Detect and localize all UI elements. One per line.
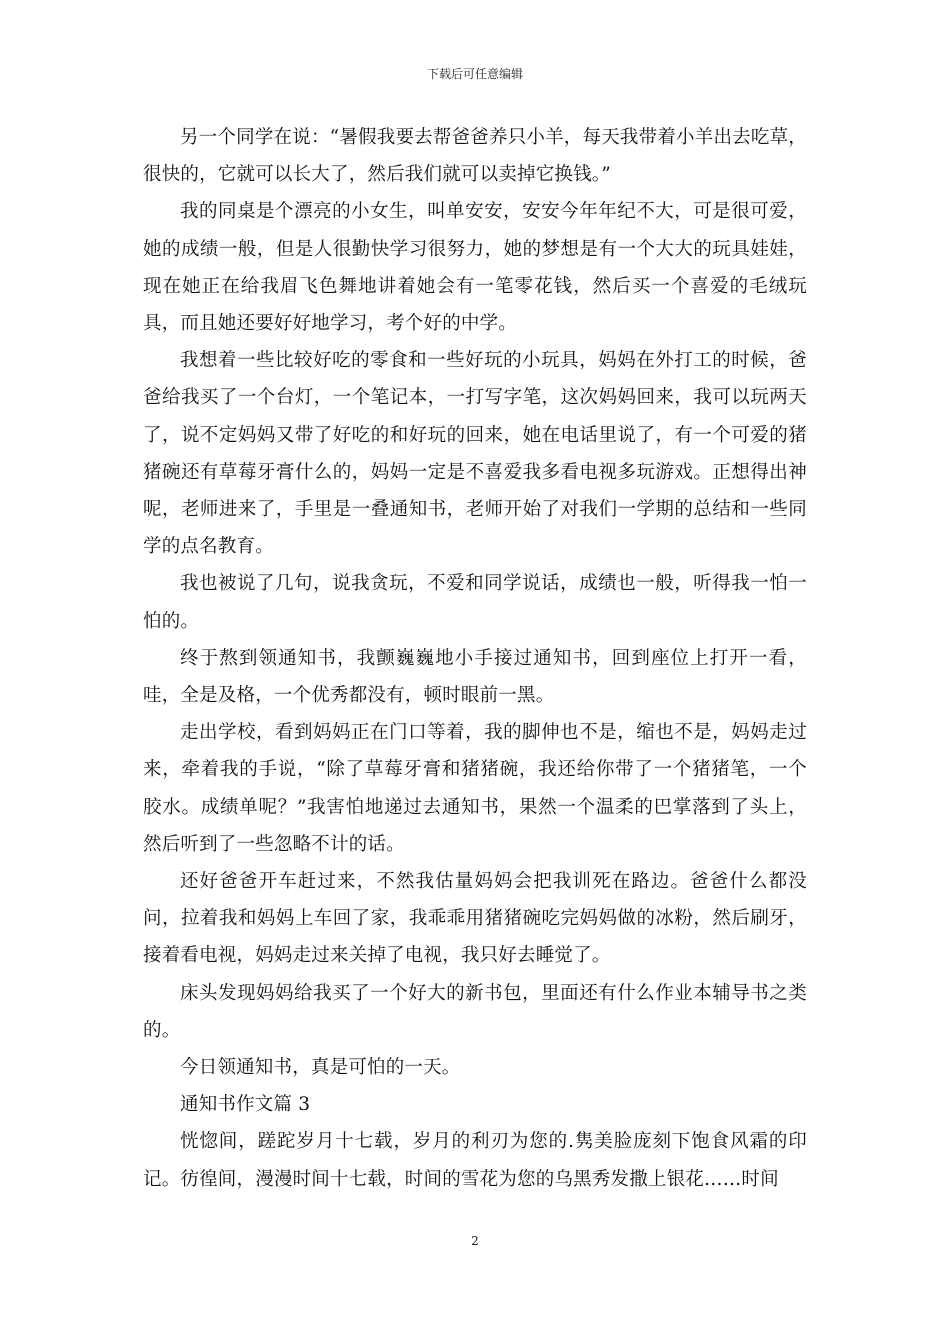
paragraph: 另一个同学在说：“暑假我要去帮爸爸养只小羊，每天我带着小羊出去吃草，很快的，它就可以长大了，然后我们就可以卖掉它换钱。” [143,127,807,186]
paragraph: 床头发现妈妈给我买了一个好大的新书包，里面还有什么作业本辅导书之类的。 [143,982,807,1041]
paragraph: 今日领通知书，真是可怕的一天。 [180,1057,461,1079]
paragraph: 我想着一些比较好吃的零食和一些好玩的小玩具，妈妈在外打工的时候，爸爸给我买了一个台灯，一个笔记本，一打写字笔，这次妈妈回来，我可以玩两天了，说不定妈妈又带了好吃的和好玩的回来，她在电话里说了，有一个可爱的猪猪碗还有草莓牙膏什么的，妈妈一定是不喜爱我多看电视多玩游戏。正想得出神呢，老师进来了，手里是一叠通知书，老师开始了对我们一学期的总结和一些同学的点名教育。 [143,350,807,558]
page-header-note: 下载后可任意编辑 [426,67,523,81]
paragraph: 走出学校，看到妈妈正在门口等着，我的脚伸也不是，缩也不是，妈妈走过来，牵着我的手说，“除了草莓牙膏和猪猪碗，我还给你带了一个猪猪笔，一个胶水。成绩单呢？”我害怕地递过去通知书，果然一个温柔的巴掌落到了头上，然后听到了一些忽略不计的话。 [143,722,807,855]
paragraph: 终于熬到领通知书，我颤巍巍地小手接过通知书，回到座位上打开一看，哇，全是及格，一个优秀都没有，顿时眼前一黑。 [143,647,807,707]
page-number: 2 [471,1234,479,1248]
document-body [143,119,807,1198]
paragraph: 恍惚间，蹉跎岁月十七载，岁月的利刃为您的.隽美脸庞刻下饱食风霜的印记。彷徨间，漫漫时间十七载，时间的雪花为您的乌黑秀发撒上银花……时间 [143,1131,807,1190]
paragraph: 我也被说了几句，说我贪玩，不爱和同学说话，成绩也一般，听得我一怕一怕的。 [143,573,807,632]
paragraph: 还好爸爸开车赶过来，不然我估量妈妈会把我训死在路边。爸爸什么都没问，拉着我和妈妈上车回了家，我乖乖用猪猪碗吃完妈妈做的冰粉，然后刷牙，接着看电视，妈妈走过来关掉了电视，我只好去睡觉了。 [143,871,807,967]
section-heading: 通知书作文篇 3 [180,1094,311,1116]
paragraph: 我的同桌是个漂亮的小女生，叫单安安，安安今年年纪不大，可是很可爱，她的成绩一般，但是人很勤快学习很努力，她的梦想是有一个大大的玩具娃娃，现在她正在给我眉飞色舞地讲着她会有一笔零花钱，然后买一个喜爱的毛绒玩具，而且她还要好好地学习，考个好的中学。 [143,201,807,335]
